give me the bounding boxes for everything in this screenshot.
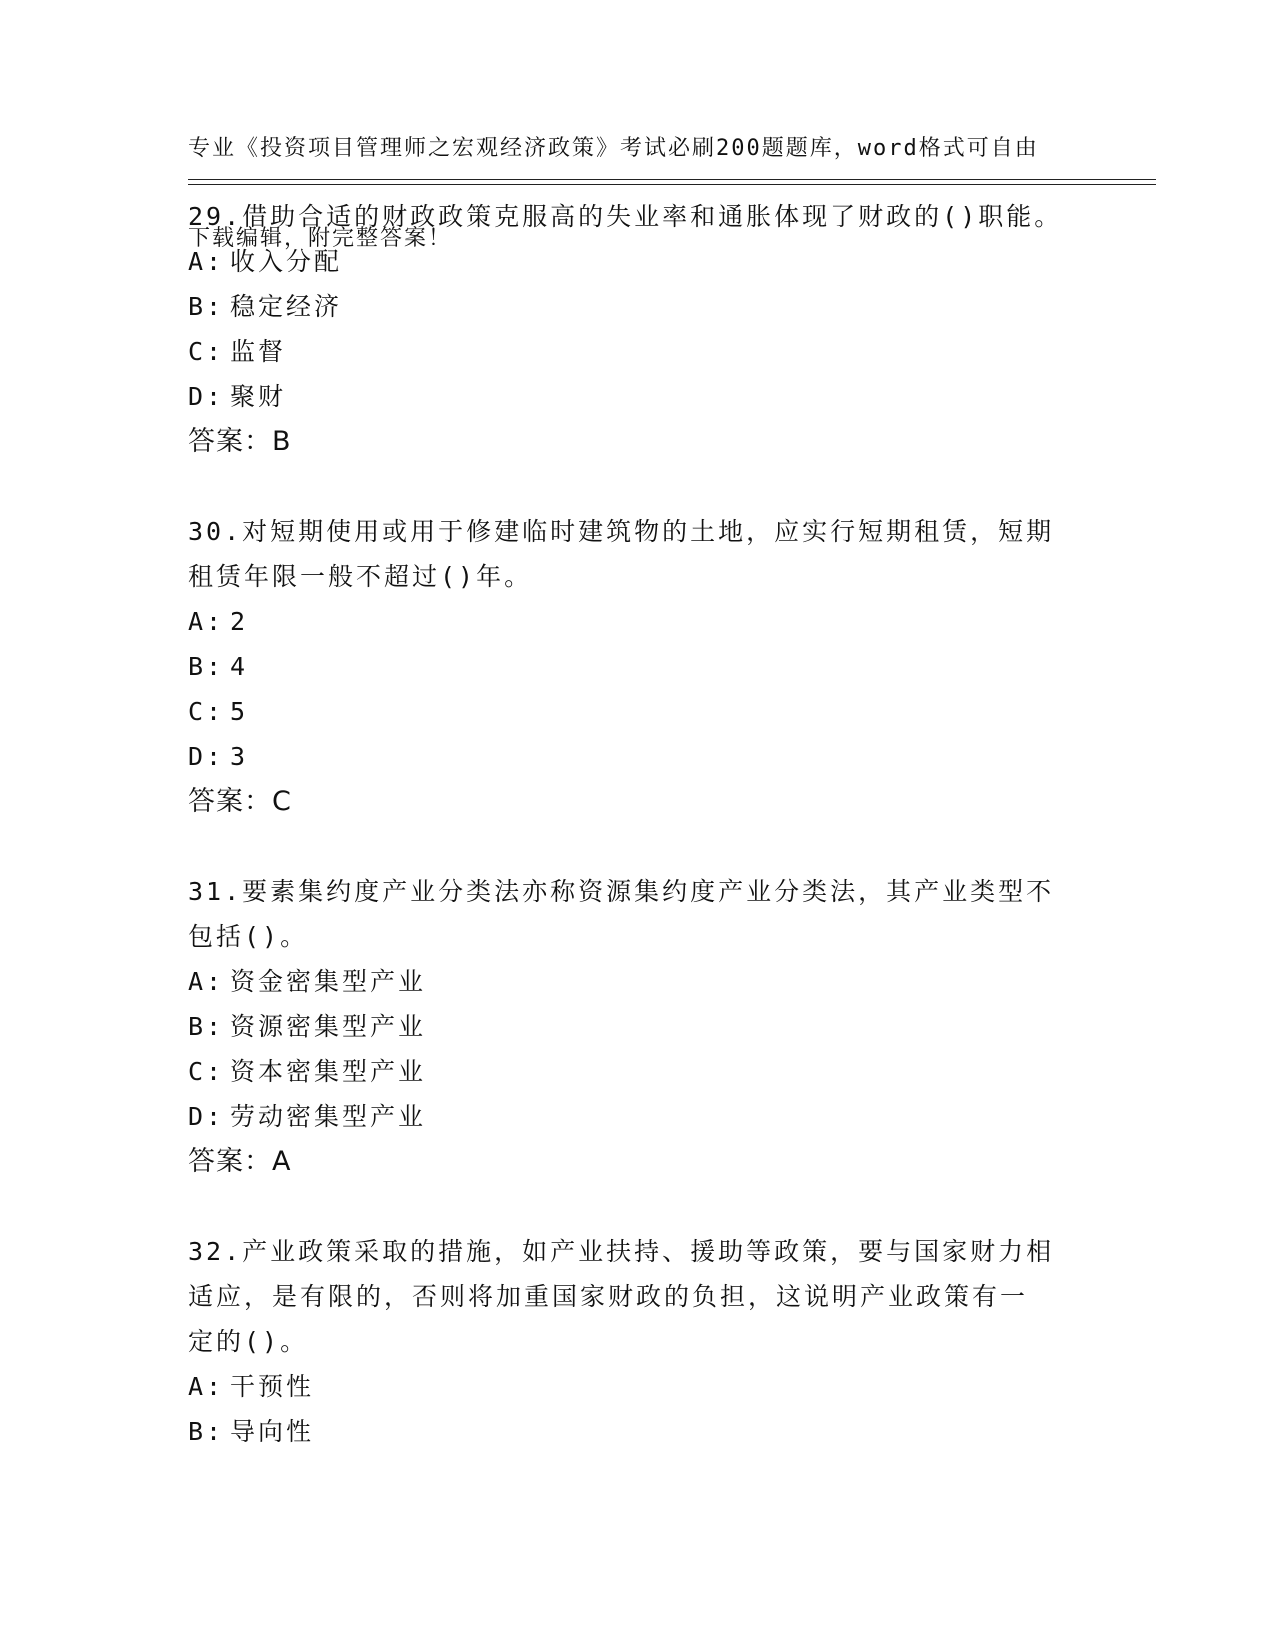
option-text: 2 [230,607,249,636]
option-text: 劳动密集型产业 [230,1102,427,1131]
header-rule-top [188,179,1156,180]
question-spacer [188,464,1088,509]
option-text: 监督 [230,337,287,366]
option-key: D: [188,742,225,771]
answer-option [188,1364,1088,1409]
answer-option [188,284,1088,329]
option-text: 资金密集型产业 [230,967,427,996]
answer-option [188,329,1088,374]
option-key: C: [188,697,225,726]
question-stem: 32.产业政策采取的措施，如产业扶持、援助等政策，要与国家财力相 适应，是有限的，否则将加重国家财政的负担，这说明产业政策有一 定的()。 [188,1237,1055,1356]
option-key: D: [188,1102,225,1131]
option-key: B: [188,652,225,681]
question-stem: 29.借助合适的财政政策克服高的失业率和通胀体现了财政的()职能。 [188,202,1063,231]
option-key: A: [188,247,225,276]
option-text: 聚财 [230,382,287,411]
option-text: 3 [230,742,249,771]
question-stem: 31.要素集约度产业分类法亦称资源集约度产业分类法，其产业类型不 包括()。 [188,877,1055,951]
option-text: 导向性 [230,1417,315,1446]
answer-option [188,239,1088,284]
answer-option [188,599,1088,644]
header-line-1: 专业《投资项目管理师之宏观经济政策》考试必刷200题题库，word格式可自由 [188,136,1039,161]
option-text: 稳定经济 [230,292,343,321]
answer-option [188,1094,1088,1139]
answer-key: 答案：A [188,1146,292,1177]
option-key: B: [188,292,225,321]
question-spacer [188,1184,1088,1229]
header-rule-bottom [188,184,1156,185]
question-list [188,194,1088,1454]
option-text: 4 [230,652,249,681]
answer-option [188,1409,1088,1454]
answer-option [188,644,1088,689]
header-line-2: 下载编辑，附完整答案！ [188,226,453,251]
option-text: 收入分配 [230,247,343,276]
question-stem: 30.对短期使用或用于修建临时建筑物的土地，应实行短期租赁，短期 租赁年限一般不超过()年。 [188,517,1055,591]
answer-key: 答案：C [188,786,292,817]
option-key: A: [188,607,225,636]
option-key: C: [188,337,225,366]
option-key: D: [188,382,225,411]
option-key: A: [188,967,225,996]
option-text: 5 [230,697,249,726]
option-key: C: [188,1057,225,1086]
question-block [188,509,1088,869]
answer-option [188,959,1088,1004]
answer-option [188,689,1088,734]
answer-option [188,1049,1088,1094]
answer-option [188,374,1088,419]
option-text: 干预性 [230,1372,315,1401]
option-text: 资本密集型产业 [230,1057,427,1086]
answer-option [188,734,1088,779]
answer-key: 答案：B [188,426,292,457]
answer-option [188,1004,1088,1049]
option-key: B: [188,1417,225,1446]
question-block [188,1229,1088,1454]
question-spacer [188,824,1088,869]
question-block [188,194,1088,509]
option-key: B: [188,1012,225,1041]
option-text: 资源密集型产业 [230,1012,427,1041]
question-block [188,869,1088,1229]
option-key: A: [188,1372,225,1401]
